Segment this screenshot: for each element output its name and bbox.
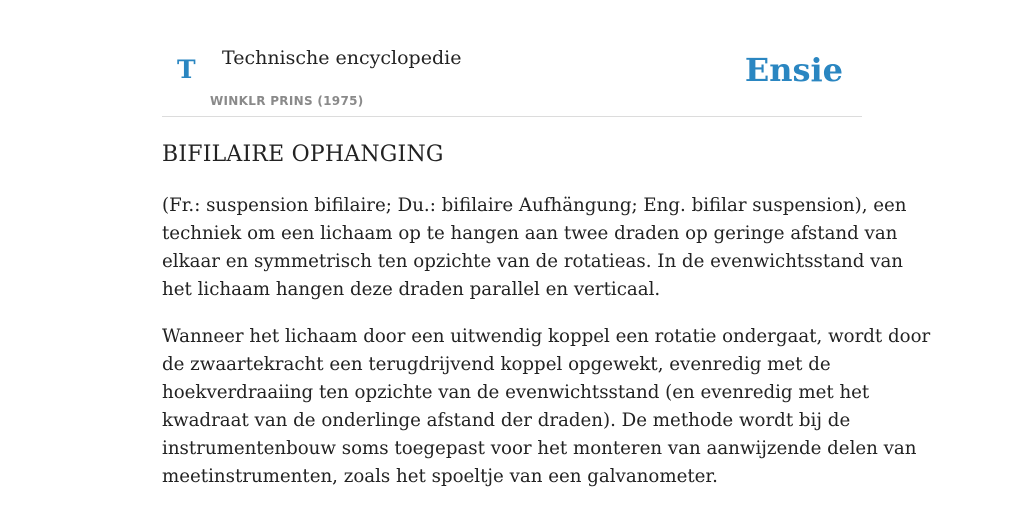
- source-title-link[interactable]: Technische encyclopedie: [222, 47, 462, 69]
- text-line: instrumentenbouw soms toegepast voor het monteren van aanwijzende delen van: [162, 438, 917, 459]
- source-subtitle: WINKLR PRINS (1975): [210, 94, 364, 108]
- article-headword: BIFILAIRE OPHANGING: [162, 142, 444, 167]
- text-line: het lichaam hangen deze draden parallel en verticaal.: [162, 279, 661, 300]
- source-header: [162, 0, 862, 117]
- text-line: meetinstrumenten, zoals het spoeltje van een galvanometer.: [162, 466, 718, 487]
- text-line: techniek om een lichaam op te hangen aan twee draden op geringe afstand van: [162, 223, 898, 244]
- text-line: de zwaartekracht een terugdrijvend koppel opgewekt, evenredig met de: [162, 354, 831, 375]
- article-paragraph-1: [162, 192, 907, 304]
- text-line: Wanneer het lichaam door een uitwendig koppel een rotatie ondergaat, wordt door: [162, 326, 931, 347]
- text-line: (Fr.: suspension bifilaire; Du.: bifilaire Aufhängung; Eng. bifilar suspension), een: [162, 195, 907, 216]
- source-logo-icon[interactable]: T: [177, 55, 196, 84]
- ensie-logo[interactable]: Ensie: [744, 51, 843, 89]
- text-line: elkaar en symmetrisch ten opzichte van de rotatieas. In de evenwichtsstand van: [162, 251, 904, 272]
- text-line: hoekverdraaiing ten opzichte van de evenwichtsstand (en evenredig met het: [162, 382, 870, 403]
- article-paragraph-2: [162, 323, 931, 491]
- text-line: kwadraat van de onderlinge afstand der draden). De methode wordt bij de: [162, 410, 851, 431]
